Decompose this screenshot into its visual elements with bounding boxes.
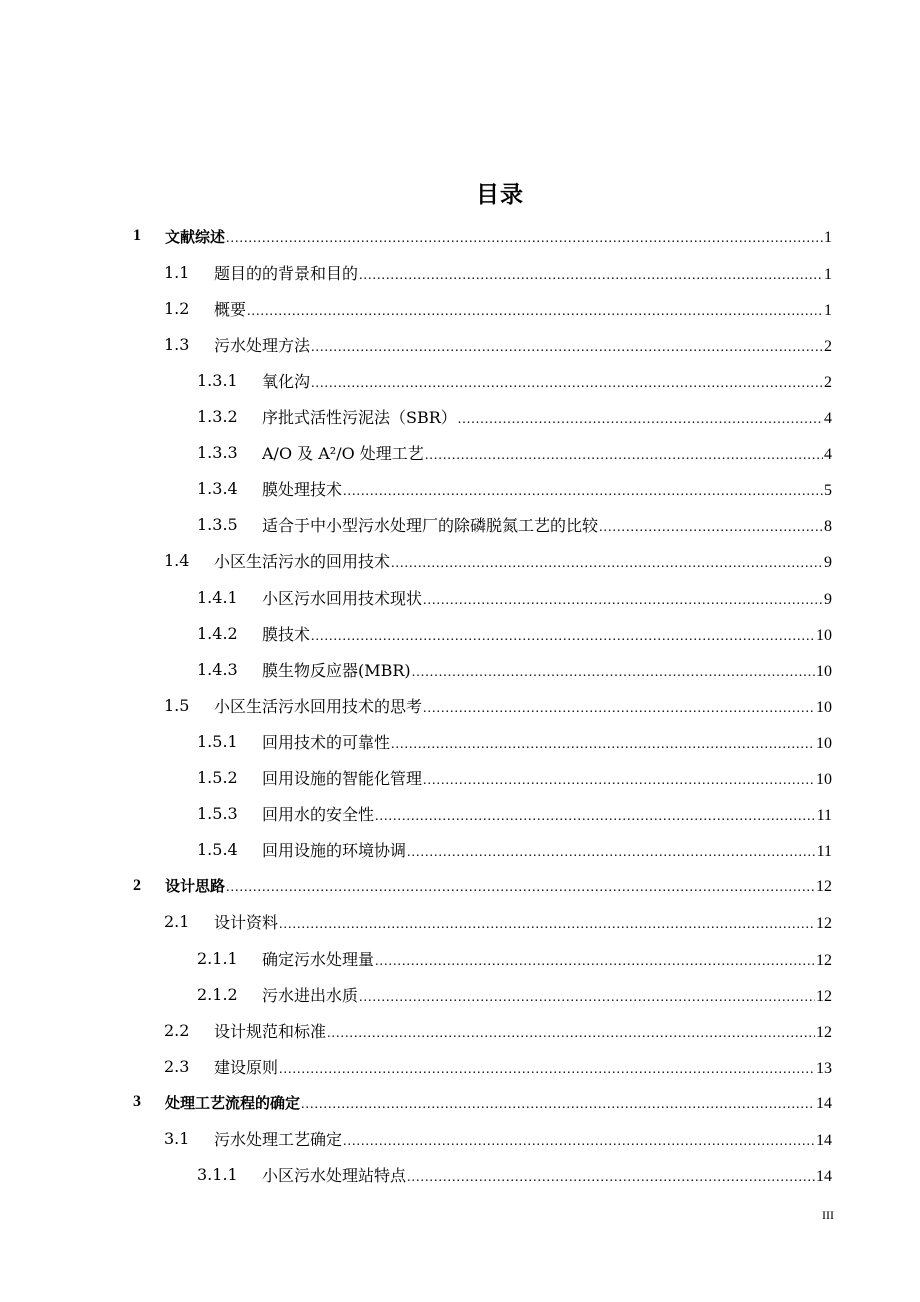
toc-entry-label: 设计规范和标准 <box>214 1021 327 1041</box>
toc-entry[interactable] <box>0 940 920 976</box>
toc-entry[interactable] <box>0 976 920 1012</box>
dot-leader <box>311 376 823 392</box>
dot-leader <box>407 1170 815 1186</box>
toc-entry-number: 3.1.1 <box>197 1165 238 1185</box>
toc-entry-label: 设计资料 <box>214 913 279 933</box>
toc-entry[interactable] <box>0 615 920 651</box>
toc-entry-number: 2.1.1 <box>197 948 238 968</box>
toc-entry-page: 10 <box>816 626 832 644</box>
toc-entry-number: 1.1 <box>164 262 190 282</box>
toc-entry[interactable] <box>0 1084 920 1120</box>
toc-entry-number: 3 <box>133 1093 141 1111</box>
toc-entry-number: 3.1 <box>164 1129 190 1148</box>
toc-entry-label: 回用水的安全性 <box>262 805 375 825</box>
toc-entry[interactable] <box>0 471 920 507</box>
toc-entry-page: 12 <box>816 951 832 969</box>
toc-entry-label: 处理工艺流程的确定 <box>165 1093 301 1112</box>
dot-leader <box>311 340 823 356</box>
dot-leader <box>343 484 823 500</box>
toc-entry-label: 题目的的背景和目的 <box>214 263 359 283</box>
toc-entry-label: 序批式活性污泥法（SBR） <box>262 408 457 427</box>
toc-entry-label: 膜生物反应器(MBR) <box>262 660 411 680</box>
toc-entry-label: 污水进出水质 <box>262 985 359 1005</box>
toc-entry-label: 设计思路 <box>165 877 226 896</box>
toc-entry-label: 污水处理方法 <box>214 335 311 355</box>
toc-entry-label: 小区生活污水回用技术的思考 <box>214 696 423 716</box>
toc-entry-page: 4 <box>824 410 832 427</box>
toc-entry[interactable] <box>0 687 920 723</box>
toc-entry-label: 膜处理技术 <box>262 480 343 500</box>
toc-entry-page: 5 <box>824 482 832 500</box>
toc-entry[interactable] <box>0 254 920 290</box>
toc-entry-page: 14 <box>816 1094 832 1112</box>
toc-entry[interactable] <box>0 651 920 687</box>
toc-entry-label: 小区污水处理站特点 <box>262 1166 407 1186</box>
toc-entry-number: 2.1 <box>164 912 190 932</box>
toc-entry-number: 1.2 <box>164 298 190 318</box>
toc-entry[interactable] <box>0 435 920 471</box>
toc-entry-number: 1.4.1 <box>197 587 238 607</box>
toc-entry-label: 小区污水回用技术现状 <box>262 588 423 608</box>
dot-leader <box>226 231 823 247</box>
toc-entry-page: 13 <box>816 1059 832 1077</box>
toc-entry-page: 14 <box>816 1168 832 1186</box>
toc-entry-label: 回用设施的智能化管理 <box>262 769 423 788</box>
toc-entry-number: 1.5 <box>164 695 190 715</box>
dot-leader <box>458 412 823 428</box>
dot-leader <box>359 268 823 284</box>
toc-entry-label: 建设原则 <box>214 1057 279 1077</box>
dot-leader <box>407 845 816 861</box>
dot-leader <box>391 556 823 572</box>
toc-entry-page: 10 <box>816 771 832 788</box>
toc-entry-page: 9 <box>824 554 832 572</box>
toc-entry-page: 1 <box>824 301 832 319</box>
dot-leader <box>391 737 815 753</box>
toc-entry[interactable] <box>0 904 920 940</box>
toc-entry-page: 10 <box>816 734 832 752</box>
dot-leader <box>412 665 815 681</box>
toc-entry[interactable] <box>0 507 920 543</box>
toc-entry[interactable] <box>0 832 920 868</box>
toc-entry[interactable] <box>0 1121 920 1157</box>
toc-entry-number: 1.4.3 <box>197 659 238 679</box>
dot-leader <box>279 917 815 933</box>
toc-entry-label: 确定污水处理量 <box>262 949 375 969</box>
toc-entry-number: 1.3.5 <box>197 515 238 535</box>
dot-leader <box>375 809 816 825</box>
toc-entry-number: 2 <box>133 876 141 894</box>
dot-leader <box>311 629 815 645</box>
toc-entry[interactable] <box>0 218 920 254</box>
toc-entry-label: 膜技术 <box>262 624 311 644</box>
toc-entry-label: A/O 及 A²/O 处理工艺 <box>262 444 424 464</box>
toc-entry-number: 1.5.3 <box>197 804 238 824</box>
toc-entry-number: 2.2 <box>164 1020 190 1040</box>
toc-entry-label: 污水处理工艺确定 <box>214 1130 343 1149</box>
toc-entry[interactable] <box>0 326 920 362</box>
toc-entry-page: 1 <box>824 265 832 283</box>
dot-leader <box>423 593 823 609</box>
toc-entry-page: 10 <box>816 698 832 716</box>
dot-leader <box>279 1062 815 1078</box>
toc-entry-number: 1.3.1 <box>197 370 238 390</box>
toc-entry[interactable] <box>0 760 920 796</box>
toc-entry-page: 9 <box>824 590 832 608</box>
toc-entry-page: 11 <box>816 807 832 825</box>
dot-leader <box>425 448 823 464</box>
toc-entry-number: 1.3.4 <box>197 479 238 499</box>
toc-entry-number: 1.3.3 <box>197 443 238 463</box>
toc-entry-page: 14 <box>816 1132 832 1149</box>
toc-entry-number: 1.4.2 <box>197 623 238 643</box>
toc-entry-number: 1.4 <box>164 551 190 571</box>
toc-entry-label: 概要 <box>214 299 247 319</box>
toc-entry[interactable] <box>0 723 920 759</box>
dot-leader <box>301 1097 815 1113</box>
toc-entry[interactable] <box>0 1012 920 1048</box>
dot-leader <box>423 701 815 717</box>
toc-entry-page: 2 <box>824 337 832 355</box>
toc-entry-number: 2.1.2 <box>197 984 238 1004</box>
toc-entry-label: 适合于中小型污水处理厂的除磷脱氮工艺的比较 <box>262 516 599 536</box>
toc-entry-page: 1 <box>824 228 832 246</box>
toc-entry-number: 1.5.2 <box>197 768 238 787</box>
toc-entry[interactable] <box>0 1048 920 1084</box>
page-number: III <box>822 1208 834 1222</box>
toc-entry[interactable] <box>0 1157 920 1193</box>
dot-leader <box>423 773 815 789</box>
toc-entry[interactable] <box>0 579 920 615</box>
toc-title: 目录 <box>476 182 524 208</box>
toc-entry-page: 11 <box>816 843 832 861</box>
toc-entry-label: 氧化沟 <box>262 371 311 391</box>
toc-entry[interactable] <box>0 290 920 326</box>
dot-leader <box>599 520 823 536</box>
toc-entry[interactable] <box>0 796 920 832</box>
dot-leader <box>375 954 815 970</box>
toc-entry-page: 8 <box>824 518 832 536</box>
dot-leader <box>226 880 815 896</box>
toc-entry-label: 文献综述 <box>165 227 226 246</box>
toc-entry[interactable] <box>0 399 920 435</box>
toc-entry[interactable] <box>0 868 920 904</box>
toc-entry-number: 1.3 <box>164 334 190 354</box>
toc-entry-number: 1.3.2 <box>197 407 238 426</box>
toc-entry-label: 小区生活污水的回用技术 <box>214 552 391 572</box>
toc-entry-page: 12 <box>816 915 832 933</box>
toc-entry-page: 10 <box>816 662 832 680</box>
dot-leader <box>343 1134 815 1150</box>
toc-entry-page: 12 <box>816 987 832 1005</box>
dot-leader <box>359 990 815 1006</box>
toc-entry-label: 回用技术的可靠性 <box>262 732 391 752</box>
toc-entry-page: 12 <box>816 878 832 896</box>
dot-leader <box>327 1026 815 1042</box>
toc-entry-number: 1 <box>133 227 141 244</box>
toc-entry-number: 2.3 <box>164 1056 190 1076</box>
toc-entry-page: 12 <box>816 1023 832 1041</box>
toc-entry-number: 1.5.1 <box>197 731 238 751</box>
dot-leader <box>247 304 823 320</box>
toc-entry[interactable] <box>0 543 920 579</box>
toc-entry-number: 1.5.4 <box>197 840 238 860</box>
toc-entry-label: 回用设施的环境协调 <box>262 841 407 861</box>
toc-entry[interactable] <box>0 362 920 398</box>
toc-entry-page: 2 <box>824 373 832 391</box>
toc-entry-page: 4 <box>824 446 832 464</box>
